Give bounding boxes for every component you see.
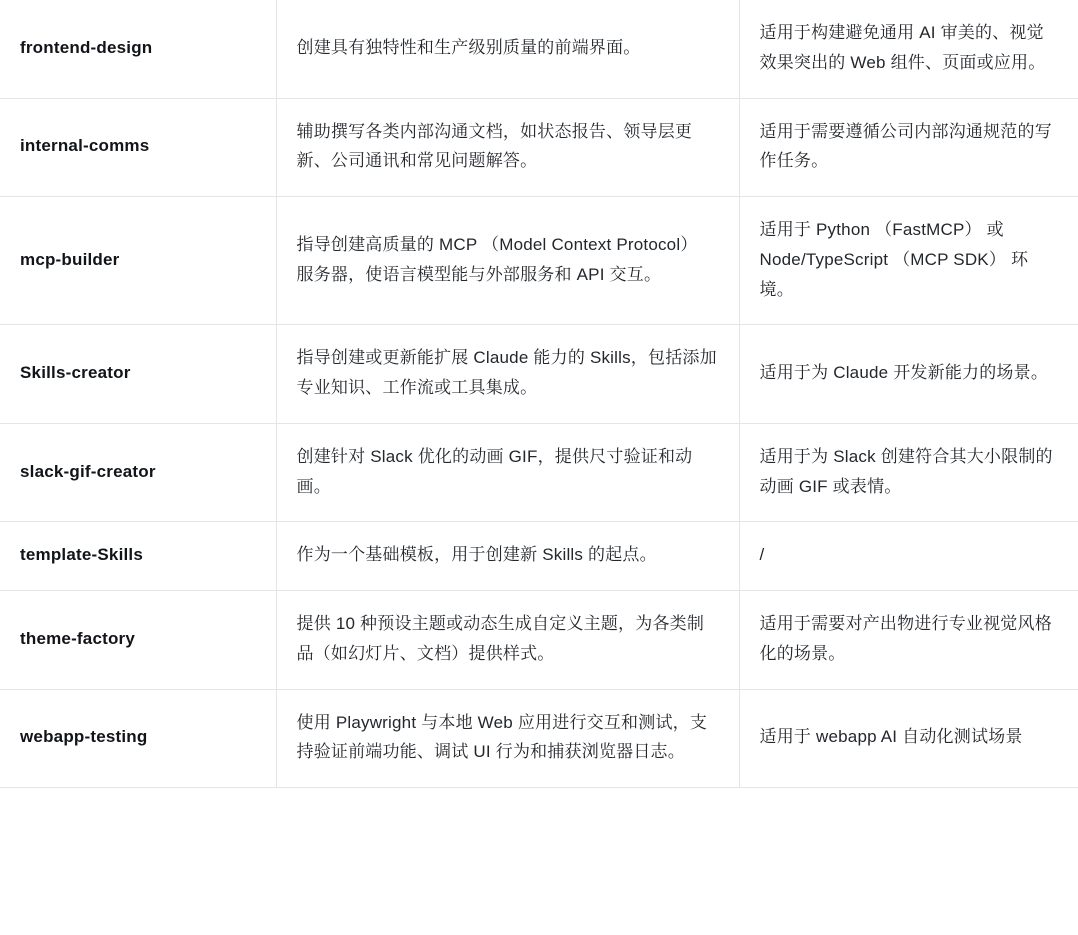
- skill-use-case: 适用于需要遵循公司内部沟通规范的写作任务。: [739, 98, 1078, 197]
- table-row: [0, 423, 1078, 522]
- skill-description: 辅助撰写各类内部沟通文档，如状态报告、领导层更新、公司通讯和常见问题解答。: [276, 98, 739, 197]
- skill-use-case: 适用于为 Slack 创建符合其大小限制的动画 GIF 或表情。: [739, 423, 1078, 522]
- skill-name: internal-comms: [0, 98, 276, 197]
- skill-name: template-Skills: [0, 522, 276, 591]
- skill-name: theme-factory: [0, 591, 276, 690]
- skill-use-case: 适用于需要对产出物进行专业视觉风格化的场景。: [739, 591, 1078, 690]
- skill-use-case: /: [739, 522, 1078, 591]
- skill-name: Skills-creator: [0, 325, 276, 424]
- skill-description: 创建具有独特性和生产级别质量的前端界面。: [276, 0, 739, 98]
- skill-description: 指导创建高质量的 MCP （Model Context Protocol） 服务器，使语言模型能与外部服务和 API 交互。: [276, 197, 739, 325]
- table-row: [0, 522, 1078, 591]
- table-row: [0, 591, 1078, 690]
- skill-name: webapp-testing: [0, 689, 276, 788]
- skill-description: 作为一个基础模板，用于创建新 Skills 的起点。: [276, 522, 739, 591]
- table-row: [0, 689, 1078, 788]
- skill-description: 指导创建或更新能扩展 Claude 能力的 Skills，包括添加专业知识、工作流或工具集成。: [276, 325, 739, 424]
- skill-description: 提供 10 种预设主题或动态生成自定义主题，为各类制品（如幻灯片、文档）提供样式。: [276, 591, 739, 690]
- skill-description: 创建针对 Slack 优化的动画 GIF，提供尺寸验证和动画。: [276, 423, 739, 522]
- skill-name: slack-gif-creator: [0, 423, 276, 522]
- skill-name: frontend-design: [0, 0, 276, 98]
- table-row: [0, 98, 1078, 197]
- skill-use-case: 适用于 Python （FastMCP） 或 Node/TypeScript （MCP SDK） 环境。: [739, 197, 1078, 325]
- table-row: [0, 0, 1078, 98]
- table-row: [0, 197, 1078, 325]
- skill-description: 使用 Playwright 与本地 Web 应用进行交互和测试，支持验证前端功能、调试 UI 行为和捕获浏览器日志。: [276, 689, 739, 788]
- skill-use-case: 适用于 webapp AI 自动化测试场景: [739, 689, 1078, 788]
- table-row: [0, 325, 1078, 424]
- skill-use-case: 适用于构建避免通用 AI 审美的、视觉效果突出的 Web 组件、页面或应用。: [739, 0, 1078, 98]
- skill-use-case: 适用于为 Claude 开发新能力的场景。: [739, 325, 1078, 424]
- skill-name: mcp-builder: [0, 197, 276, 325]
